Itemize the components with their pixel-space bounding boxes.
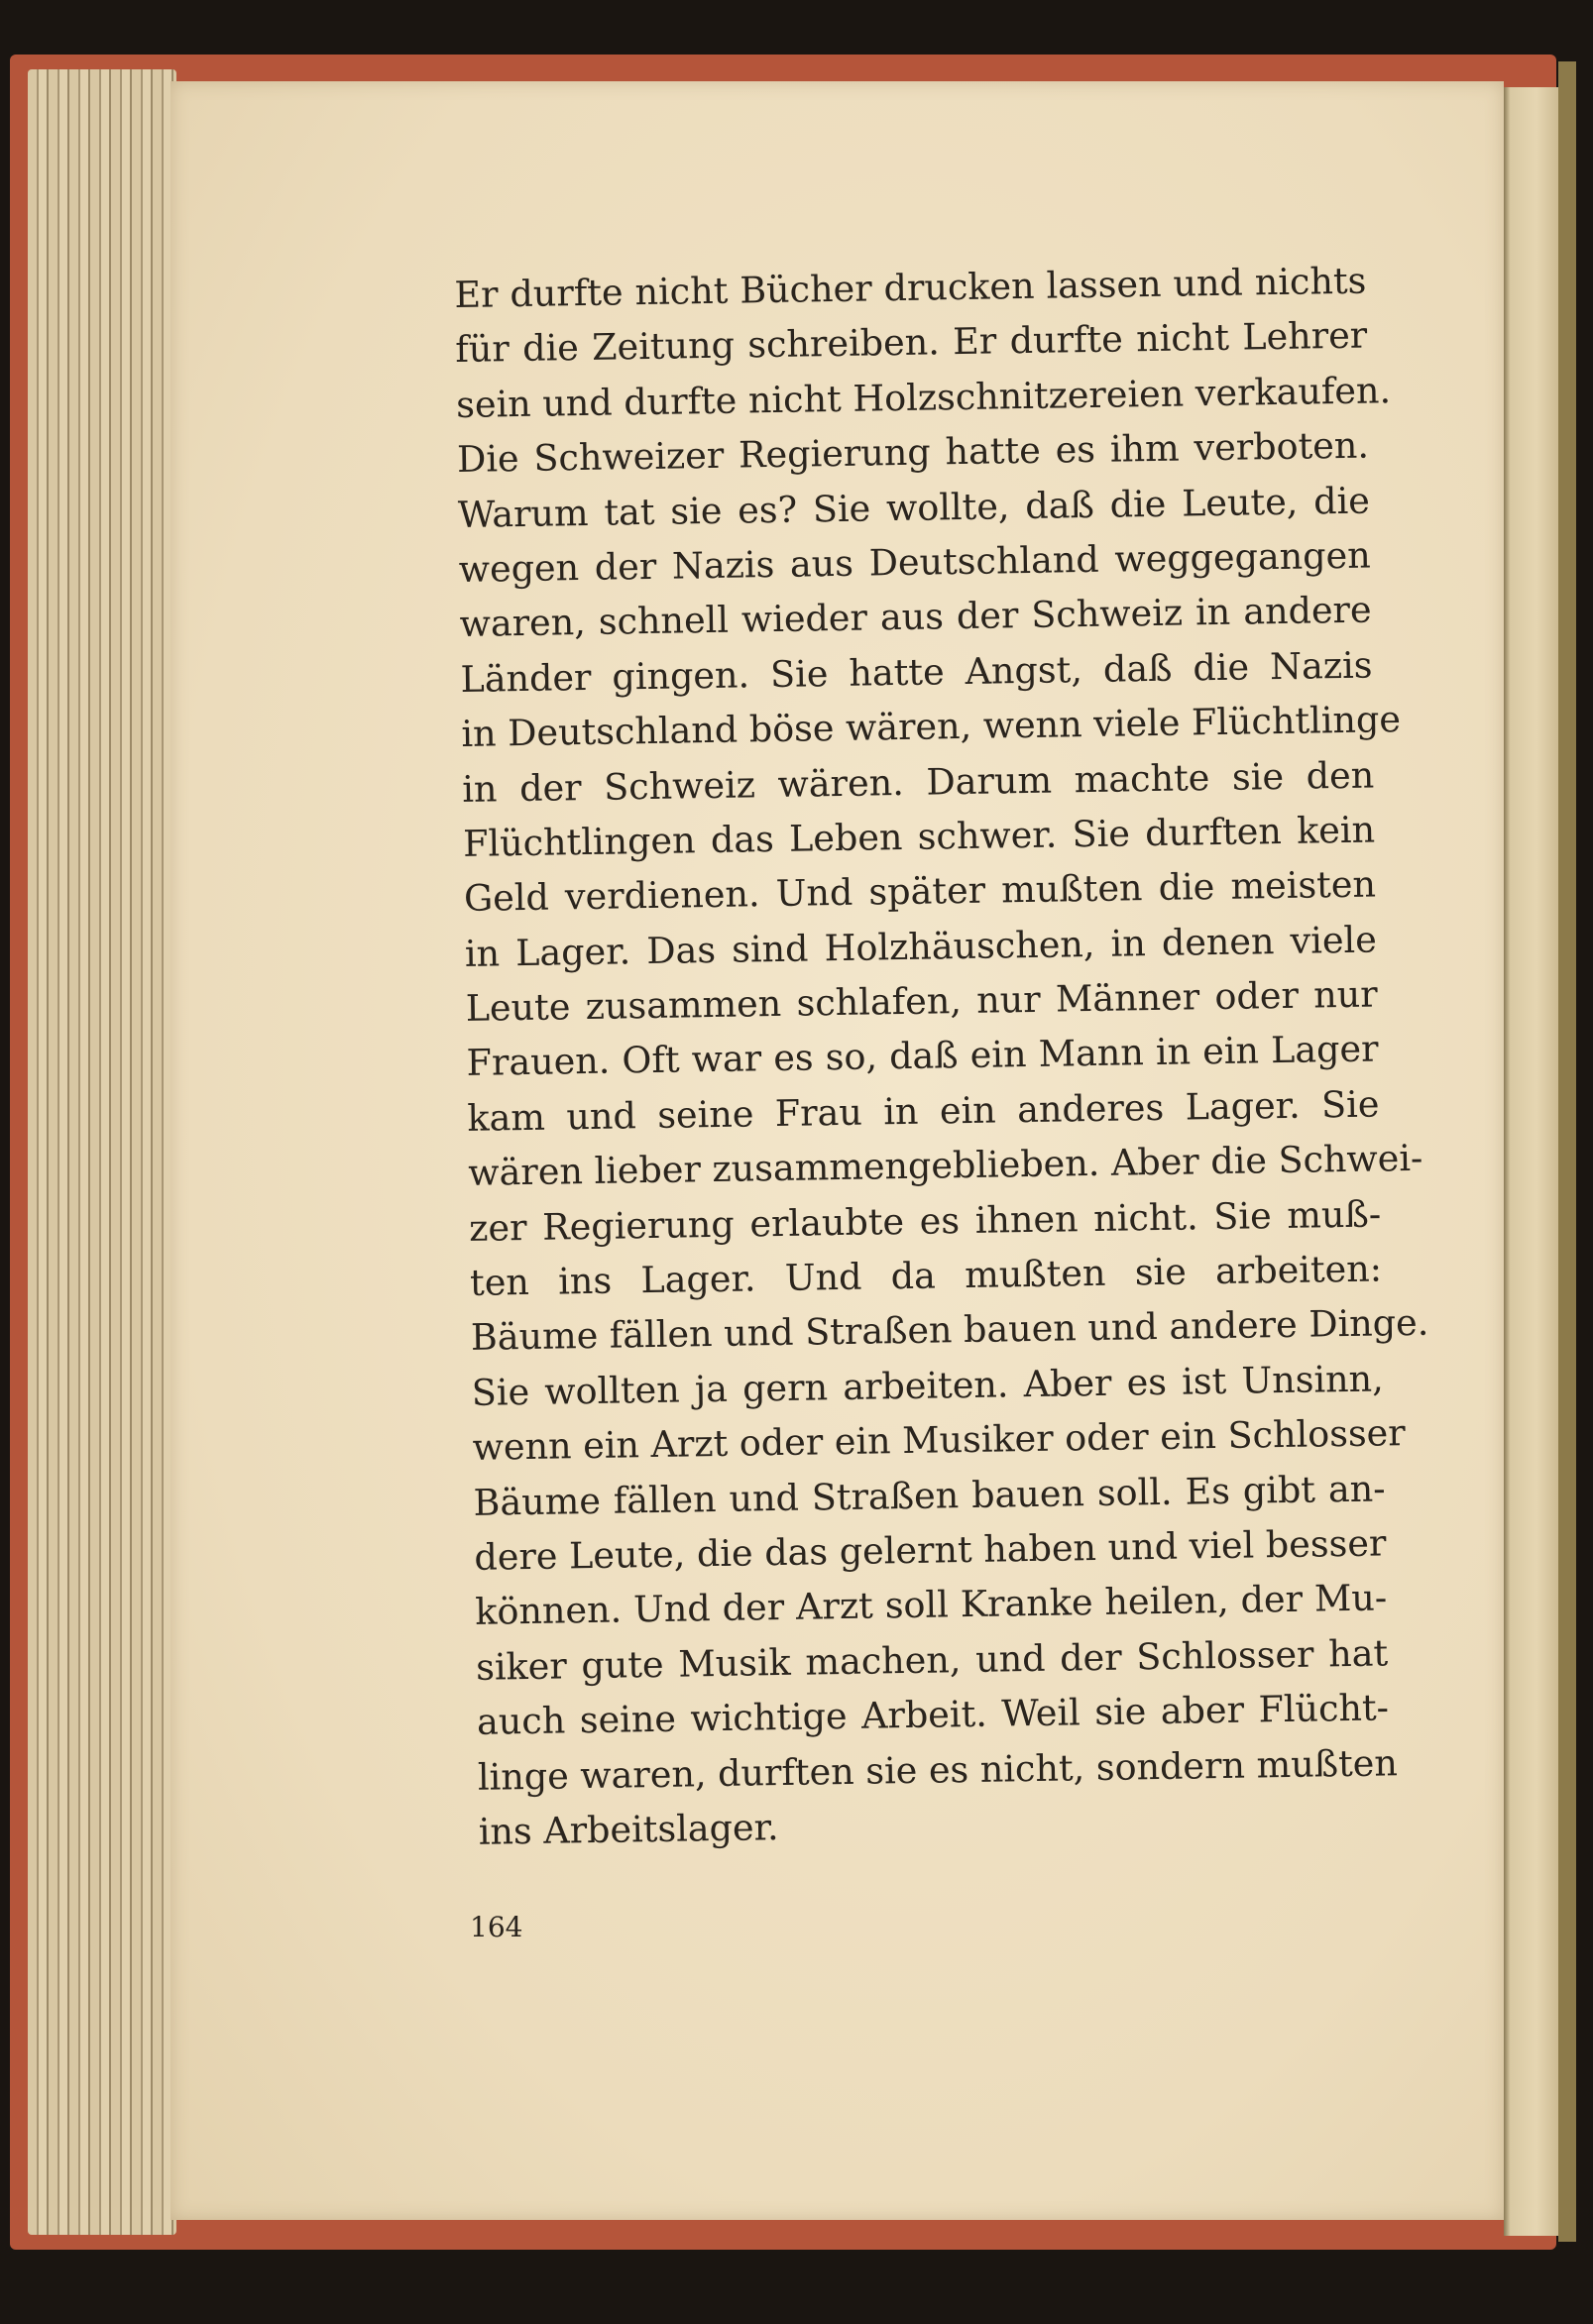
book-cover-right-edge (1558, 61, 1576, 2242)
page-body-text (454, 254, 1429, 1860)
text-line: kam und seine Frau in ein anderes Lager. Sie (467, 1082, 1380, 1140)
text-line: Bäume fällen und Straßen bauen und andere Dinge. (470, 1301, 1429, 1360)
text-line: Leute zusammen schlafen, nur Männer oder nur (465, 972, 1378, 1030)
text-line: Warum tat sie es? Sie wollte, daß die Leute, die (457, 479, 1371, 536)
text-line: Frauen. Oft war es so, daß ein Mann in ein Lager (466, 1027, 1379, 1085)
text-line: Die Schweizer Regierung hatte es ihm verboten. (456, 423, 1370, 482)
text-line: zer Regierung erlaubte es ihnen nicht. Sie muß- (468, 1192, 1382, 1250)
text-line: ins Arbeitslager. (478, 1805, 779, 1853)
text-line: in Deutschland böse wären, wenn viele Flüchtlinge (461, 698, 1402, 756)
text-line: Bäume fällen und Straßen bauen soll. Es gibt an- (473, 1466, 1386, 1524)
text-line: ten ins Lager. Und da mußten sie arbeiten: (469, 1247, 1383, 1304)
facing-page-edge (1504, 87, 1558, 2236)
text-line: Er durfte nicht Bücher drucken lassen und nichts (454, 259, 1367, 316)
text-line: waren, schnell wieder aus der Schweiz in andere (459, 588, 1372, 646)
text-line: wegen der Nazis aus Deutschland weggegangen (458, 533, 1372, 591)
text-line: für die Zeitung schreiben. Er durfte nicht Lehrer (454, 313, 1368, 372)
text-line: Flüchtlingen das Leben schwer. Sie durften kein (462, 808, 1376, 865)
text-line: linge waren, durften sie es nicht, sondern mußten (477, 1740, 1399, 1799)
text-line: Länder gingen. Sie hatte Angst, daß die Nazis (460, 643, 1373, 701)
text-line: wenn ein Arzt oder ein Musiker oder ein Schlosser (472, 1411, 1407, 1470)
text-line: in der Schweiz wären. Darum machte sie den (461, 753, 1375, 811)
text-line: wären lieber zusammengeblieben. Aber die Schwei- (468, 1137, 1423, 1195)
text-line: siker gute Musik machen, und der Schlosser hat (475, 1631, 1389, 1689)
text-line: Sie wollten ja gern arbeiten. Aber es ist Unsinn, (471, 1357, 1385, 1414)
text-line: auch seine wichtige Arbeit. Weil sie aber Flücht- (476, 1686, 1390, 1743)
text-line: sein und durfte nicht Holzschnitzereien verkaufen. (455, 368, 1392, 426)
text-line: dere Leute, die das gelernt haben und viel besser (474, 1521, 1387, 1579)
page-number: 164 (470, 1911, 523, 1943)
text-line: können. Und der Arzt soll Kranke heilen, der Mu- (474, 1576, 1388, 1634)
text-line: Geld verdienen. Und später mußten die meisten (463, 862, 1377, 921)
text-line: in Lager. Das sind Holzhäuschen, in denen viele (464, 918, 1378, 975)
page-edges-stack (28, 69, 176, 2235)
